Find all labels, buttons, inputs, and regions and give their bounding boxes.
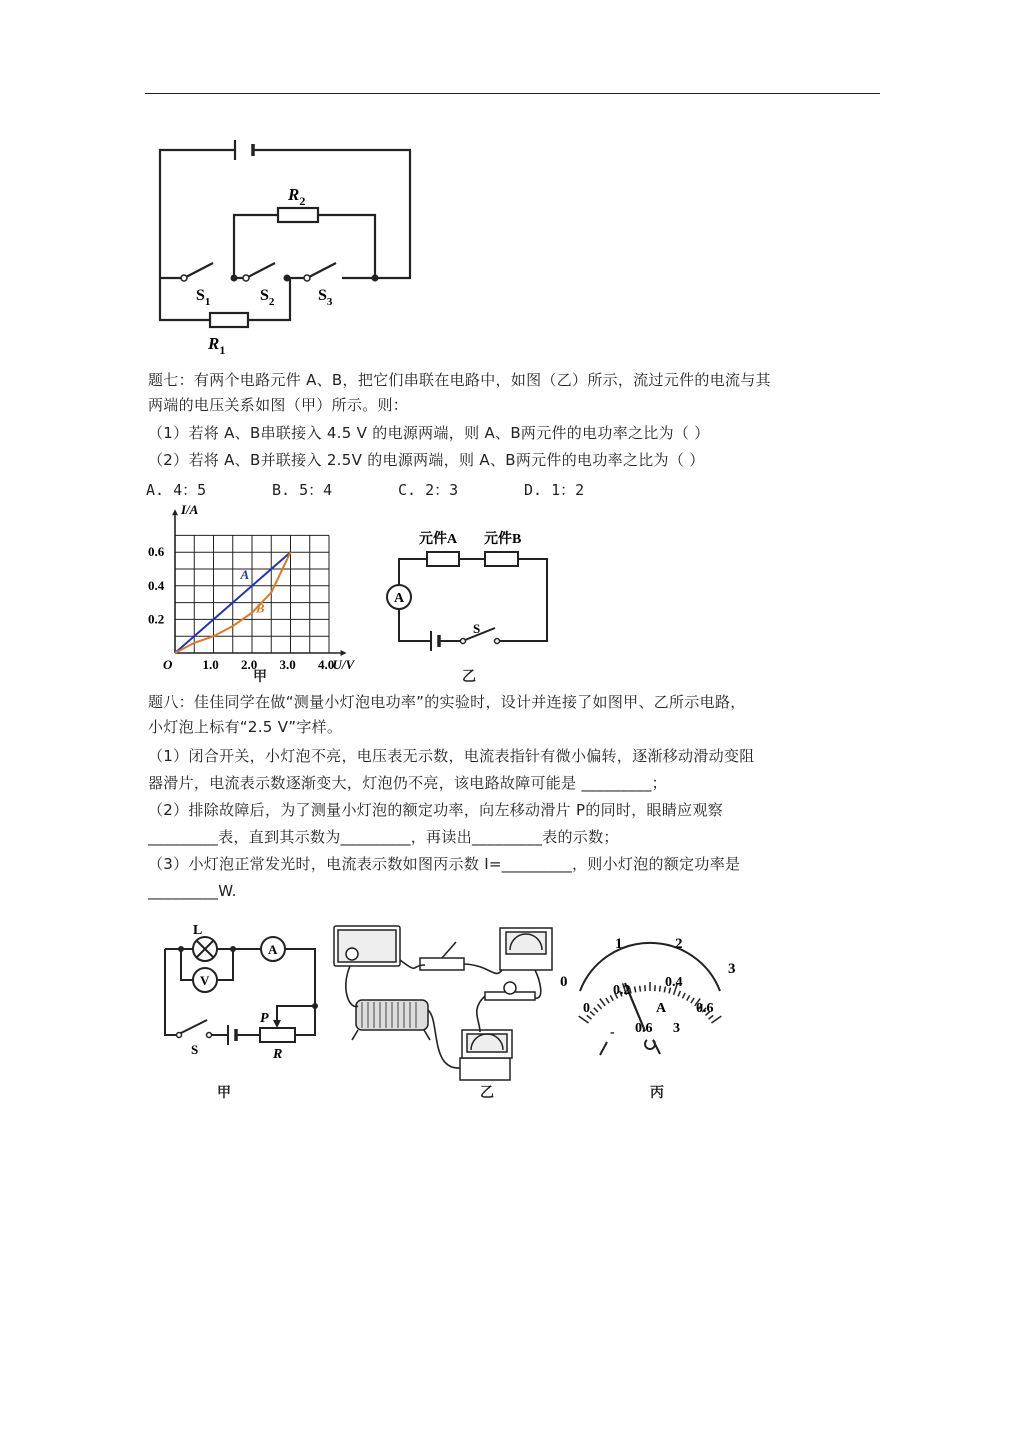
element-b-label: 元件B (484, 532, 522, 547)
meter-upper-label: 0 (560, 974, 568, 990)
x-tick-label: 4.0 (318, 657, 335, 672)
r1-subscript: 1 (219, 343, 226, 357)
q8-line7: （3）小灯泡正常发光时，电流表示数如图丙示数 I=_________，则小灯泡的额定功率是 (148, 855, 741, 873)
meter-tick (600, 999, 605, 1006)
meter-lower-label: 0.4 (665, 975, 683, 990)
iu-chart (145, 500, 385, 685)
chart-grid (175, 535, 329, 653)
q7-line2: 两端的电压关系如图（甲）所示。则： (148, 396, 409, 414)
meter-upper-label: 3 (728, 961, 736, 977)
q8-line4: 器滑片，电流表示数逐渐变大，灯泡仍不亮，该电路故障可能是 _________； (148, 774, 667, 792)
meter-tick (594, 1008, 598, 1012)
y-axis-arrow (172, 509, 178, 515)
caption-yi-q8: 乙 (480, 1085, 494, 1101)
q7-line4: （2）若将 A、B并联接入 2.5V 的电源两端，则 A、B两元件的电功率之比为（ ） (148, 451, 705, 469)
r2-subscript: 2 (299, 194, 306, 208)
physical-circuit-illustration (330, 920, 560, 1085)
y-tick-label: 0.6 (148, 544, 165, 560)
s3-subscript: 3 (326, 296, 333, 308)
s2-label: S (260, 287, 269, 304)
svg-text:R2 (287, 185, 305, 208)
s1-subscript: 1 (204, 296, 211, 308)
lamp-circuit-schematic (155, 920, 335, 1065)
meter-terminal-minus: - (610, 1025, 615, 1040)
meter-labels (560, 936, 736, 1040)
q7-option-d: D. 1：2 (524, 481, 585, 499)
meter-tick (590, 1011, 594, 1015)
element-a-label: 元件A (419, 532, 458, 547)
q7-line3: （1）若将 A、B串联接入 4.5 V 的电源两端，则 A、B两元件的电功率之比为（ ） (148, 424, 710, 442)
x-tick-label: 3.0 (279, 657, 296, 672)
header-rule (145, 93, 880, 94)
caption-yi-q7: 乙 (462, 669, 476, 685)
meter-tick (635, 986, 636, 992)
origin-label: O (163, 657, 173, 672)
q8-line2: 小灯泡上标有“2.5 V”字样。 (148, 718, 343, 736)
series-label-b: B (255, 600, 265, 616)
caption-jia-q8: 甲 (217, 1085, 231, 1101)
ammeter-label-jia: A (268, 942, 278, 957)
meter-tick (682, 993, 685, 998)
meter-tick (711, 1016, 721, 1023)
svg-text:R1 (207, 334, 225, 357)
q7-line1: 题七：有两个电路元件 A、B，把它们串联在电路中，如图（乙）所示，流过元件的电流与其 (148, 371, 771, 389)
x-tick-label: 2.0 (241, 657, 258, 672)
x-axis-label: U/V (332, 657, 355, 672)
caption-jia-q7: 甲 (253, 669, 267, 685)
ammeter-label: A (394, 591, 405, 606)
meter-unit-label: A (656, 1001, 667, 1016)
q7-option-b: B. 5：4 (272, 481, 333, 499)
q8-line3: （1）闭合开关，小灯泡不亮，电压表无示数，电流表指针有微小偏转，逐渐移动滑动变阻 (148, 747, 755, 765)
svg-text:S1 (196, 287, 210, 308)
meter-tick (687, 995, 690, 1000)
meter-tick (598, 1004, 602, 1009)
s2-subscript: 2 (268, 296, 275, 308)
q8-line8: _________W. (148, 882, 237, 900)
r1-label: R (208, 334, 220, 353)
rheostat-label: R (273, 1047, 283, 1062)
q8-line1: 题八：佳佳同学在做“测量小灯泡电功率”的实验时，设计并连接了如图甲、乙所示电路， (148, 693, 746, 711)
meter-terminal-3: 3 (673, 1021, 680, 1036)
series-label-a: A (240, 567, 250, 583)
meter-lower-label: 0.2 (613, 983, 631, 998)
meter-tick (691, 998, 694, 1003)
switch-label-jia: S (191, 1042, 199, 1057)
x-axis-arrow (341, 650, 347, 656)
meter-upper-label: 2 (675, 936, 683, 952)
series-circuit-diagram (385, 522, 565, 682)
slider-label: P (260, 1011, 269, 1026)
lamp-label: L (193, 923, 203, 938)
s1-label: S (196, 287, 205, 304)
meter-tick (660, 986, 661, 992)
meter-terminal-0-6: 0.6 (635, 1021, 653, 1036)
meter-upper-label: 1 (615, 936, 623, 952)
switch-label: S (473, 621, 481, 636)
y-tick-label: 0.2 (148, 611, 165, 627)
s3-label: S (318, 287, 327, 304)
meter-tick (606, 998, 609, 1003)
ammeter-dial (555, 928, 745, 1058)
meter-tick (678, 991, 680, 997)
meter-tick (640, 986, 641, 992)
voltmeter-label: V (200, 973, 210, 988)
svg-text:S2 (260, 287, 275, 308)
meter-lower-label: 0.6 (696, 1001, 714, 1016)
y-axis-label: I/A (181, 502, 199, 517)
q7-option-c: C. 2：3 (398, 481, 459, 499)
x-tick-label: 1.0 (202, 657, 219, 672)
q8-line5: （2）排除故障后，为了测量小灯泡的额定功率，向左移动滑片 P的同时，眼睛应观察 (148, 801, 724, 819)
r2-label: R (288, 185, 300, 204)
y-tick-label: 0.4 (148, 577, 165, 593)
circuit-diagram-r1-r2 (150, 130, 420, 360)
meter-tick (579, 1016, 589, 1023)
q8-line6: _________表，直到其示数为_________，再读出_________表的示数； (148, 828, 619, 846)
caption-bing-q8: 丙 (650, 1085, 664, 1101)
q7-option-a: A. 4：5 (146, 481, 207, 499)
svg-text:S3 (318, 287, 333, 308)
meter-lower-label: 0 (583, 1001, 590, 1016)
